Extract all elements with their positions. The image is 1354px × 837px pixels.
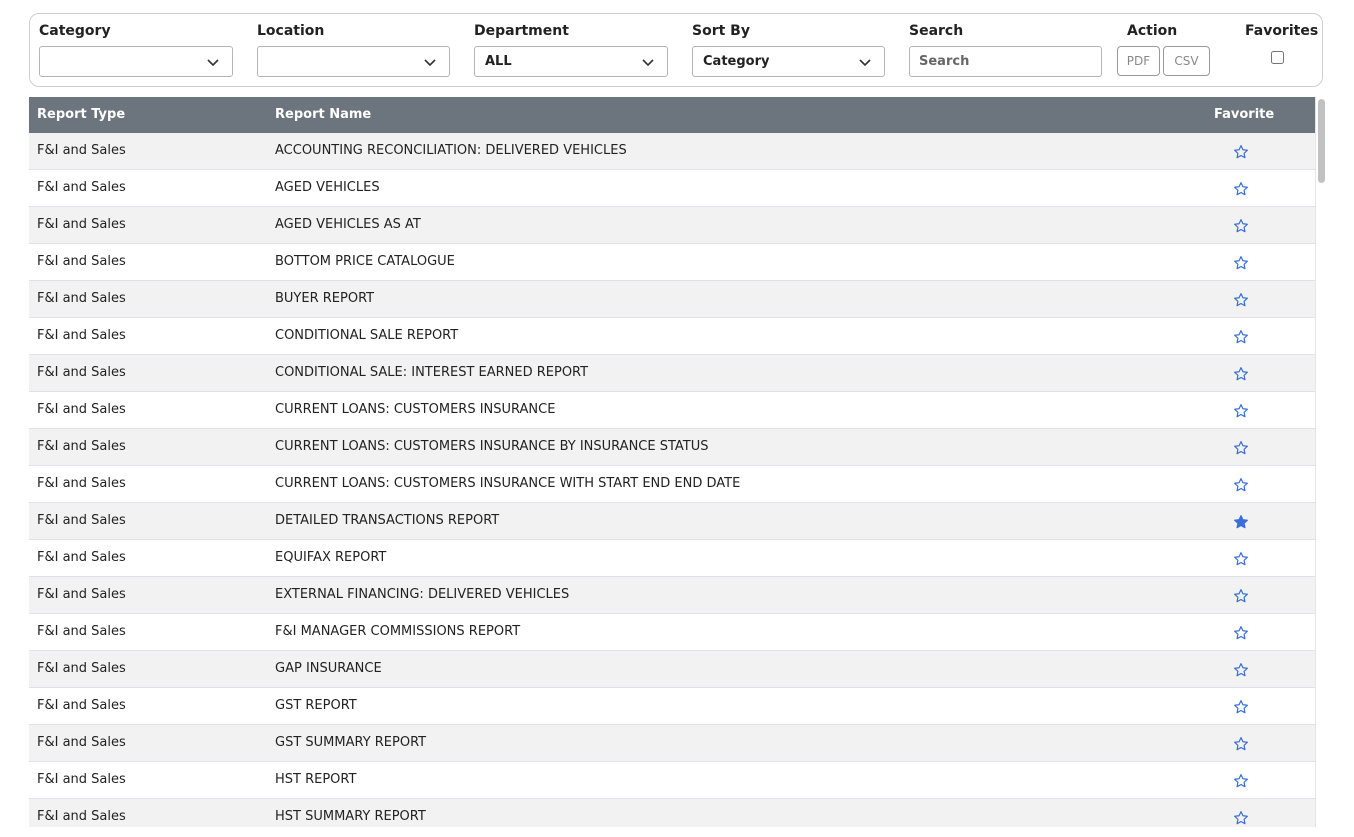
table-row[interactable] xyxy=(29,170,1315,207)
table-row[interactable] xyxy=(29,355,1315,392)
report-type-cell: F&I and Sales xyxy=(37,291,126,306)
report-type-cell: F&I and Sales xyxy=(37,439,126,454)
chevron-down-icon xyxy=(858,55,872,69)
table-row[interactable] xyxy=(29,318,1315,355)
table-row[interactable] xyxy=(29,466,1315,503)
star-outline-icon[interactable] xyxy=(1233,699,1249,715)
star-outline-icon[interactable] xyxy=(1233,218,1249,234)
table-row[interactable] xyxy=(29,799,1315,827)
column-header-report-type[interactable]: Report Type xyxy=(37,107,126,122)
report-type-cell: F&I and Sales xyxy=(37,550,126,565)
report-name-cell[interactable]: CURRENT LOANS: CUSTOMERS INSURANCE BY INSURANCE STATUS xyxy=(275,439,709,454)
report-name-cell[interactable]: ACCOUNTING RECONCILIATION: DELIVERED VEHICLES xyxy=(275,143,627,158)
chevron-down-icon xyxy=(641,55,655,69)
chevron-down-icon xyxy=(206,55,220,69)
star-outline-icon[interactable] xyxy=(1233,292,1249,308)
star-outline-icon[interactable] xyxy=(1233,181,1249,197)
action-label: Action xyxy=(1127,23,1178,39)
table-row[interactable] xyxy=(29,540,1315,577)
table-row[interactable] xyxy=(29,725,1315,762)
column-header-report-name[interactable]: Report Name xyxy=(275,107,372,122)
table-row[interactable] xyxy=(29,614,1315,651)
report-type-cell: F&I and Sales xyxy=(37,513,126,528)
sort-by-label: Sort By xyxy=(692,23,750,39)
report-name-cell[interactable]: F&I MANAGER COMMISSIONS REPORT xyxy=(275,624,521,639)
report-name-cell[interactable]: CONDITIONAL SALE: INTEREST EARNED REPORT xyxy=(275,365,589,380)
report-type-cell: F&I and Sales xyxy=(37,328,126,343)
star-outline-icon[interactable] xyxy=(1233,773,1249,789)
star-outline-icon[interactable] xyxy=(1233,625,1249,641)
search-label: Search xyxy=(909,23,964,39)
chevron-down-icon xyxy=(423,55,437,69)
report-name-cell[interactable]: DETAILED TRANSACTIONS REPORT xyxy=(275,513,500,528)
star-outline-icon[interactable] xyxy=(1233,551,1249,567)
star-outline-icon[interactable] xyxy=(1233,810,1249,826)
report-type-cell: F&I and Sales xyxy=(37,143,126,158)
star-outline-icon[interactable] xyxy=(1233,255,1249,271)
reports-table xyxy=(29,97,1326,827)
sort-by-select-value: Category xyxy=(703,54,770,69)
star-outline-icon[interactable] xyxy=(1233,329,1249,345)
department-select-value: ALL xyxy=(485,54,512,69)
sort-by-select[interactable] xyxy=(692,46,885,77)
report-type-cell: F&I and Sales xyxy=(37,735,126,750)
report-name-cell[interactable]: GAP INSURANCE xyxy=(275,661,382,676)
report-name-cell[interactable]: CURRENT LOANS: CUSTOMERS INSURANCE WITH START END END DATE xyxy=(275,476,741,491)
report-type-cell: F&I and Sales xyxy=(37,217,126,232)
report-type-cell: F&I and Sales xyxy=(37,254,126,269)
star-filled-icon[interactable] xyxy=(1233,514,1249,530)
table-row[interactable] xyxy=(29,577,1315,614)
report-type-cell: F&I and Sales xyxy=(37,698,126,713)
table-row[interactable] xyxy=(29,392,1315,429)
report-type-cell: F&I and Sales xyxy=(37,180,126,195)
table-row[interactable] xyxy=(29,503,1315,540)
star-outline-icon[interactable] xyxy=(1233,440,1249,456)
table-row[interactable] xyxy=(29,281,1315,318)
table-row[interactable] xyxy=(29,133,1315,170)
department-select[interactable] xyxy=(474,46,668,77)
report-name-cell[interactable]: HST REPORT xyxy=(275,772,357,787)
filter-panel xyxy=(29,13,1323,87)
table-row[interactable] xyxy=(29,244,1315,281)
star-outline-icon[interactable] xyxy=(1233,366,1249,382)
star-outline-icon[interactable] xyxy=(1233,588,1249,604)
scrollbar-thumb[interactable] xyxy=(1318,99,1325,183)
report-type-cell: F&I and Sales xyxy=(37,402,126,417)
vertical-scrollbar[interactable] xyxy=(1315,97,1326,827)
location-select[interactable] xyxy=(257,46,450,77)
report-name-cell[interactable]: CONDITIONAL SALE REPORT xyxy=(275,328,459,343)
table-header xyxy=(29,97,1315,133)
star-outline-icon[interactable] xyxy=(1233,736,1249,752)
table-row[interactable] xyxy=(29,207,1315,244)
report-name-cell[interactable]: EQUIFAX REPORT xyxy=(275,550,387,565)
report-name-cell[interactable]: CURRENT LOANS: CUSTOMERS INSURANCE xyxy=(275,402,556,417)
table-body xyxy=(29,133,1315,827)
star-outline-icon[interactable] xyxy=(1233,144,1249,160)
report-name-cell[interactable]: EXTERNAL FINANCING: DELIVERED VEHICLES xyxy=(275,587,570,602)
report-name-cell[interactable]: GST REPORT xyxy=(275,698,357,713)
report-name-cell[interactable]: GST SUMMARY REPORT xyxy=(275,735,427,750)
favorites-checkbox[interactable] xyxy=(1271,51,1284,64)
category-label: Category xyxy=(39,23,111,39)
report-type-cell: F&I and Sales xyxy=(37,772,126,787)
star-outline-icon[interactable] xyxy=(1233,477,1249,493)
report-type-cell: F&I and Sales xyxy=(37,661,126,676)
report-name-cell[interactable]: BUYER REPORT xyxy=(275,291,375,306)
report-type-cell: F&I and Sales xyxy=(37,587,126,602)
star-outline-icon[interactable] xyxy=(1233,403,1249,419)
department-label: Department xyxy=(474,23,569,39)
csv-button[interactable]: CSV xyxy=(1163,46,1210,76)
table-row[interactable] xyxy=(29,651,1315,688)
report-type-cell: F&I and Sales xyxy=(37,476,126,491)
category-select[interactable] xyxy=(39,46,233,77)
table-row[interactable] xyxy=(29,762,1315,799)
column-header-favorite[interactable]: Favorite xyxy=(1214,107,1275,122)
search-input[interactable] xyxy=(909,46,1102,77)
report-type-cell: F&I and Sales xyxy=(37,624,126,639)
report-type-cell: F&I and Sales xyxy=(37,365,126,380)
report-type-cell: F&I and Sales xyxy=(37,809,126,824)
pdf-button[interactable]: PDF xyxy=(1117,46,1160,76)
star-outline-icon[interactable] xyxy=(1233,662,1249,678)
report-name-cell[interactable]: AGED VEHICLES AS AT xyxy=(275,217,421,232)
report-name-cell[interactable]: AGED VEHICLES xyxy=(275,180,380,195)
report-name-cell[interactable]: HST SUMMARY REPORT xyxy=(275,809,426,824)
table-row[interactable] xyxy=(29,688,1315,725)
report-name-cell[interactable]: BOTTOM PRICE CATALOGUE xyxy=(275,254,455,269)
favorites-label: Favorites xyxy=(1245,23,1319,39)
location-label: Location xyxy=(257,23,325,39)
table-row[interactable] xyxy=(29,429,1315,466)
